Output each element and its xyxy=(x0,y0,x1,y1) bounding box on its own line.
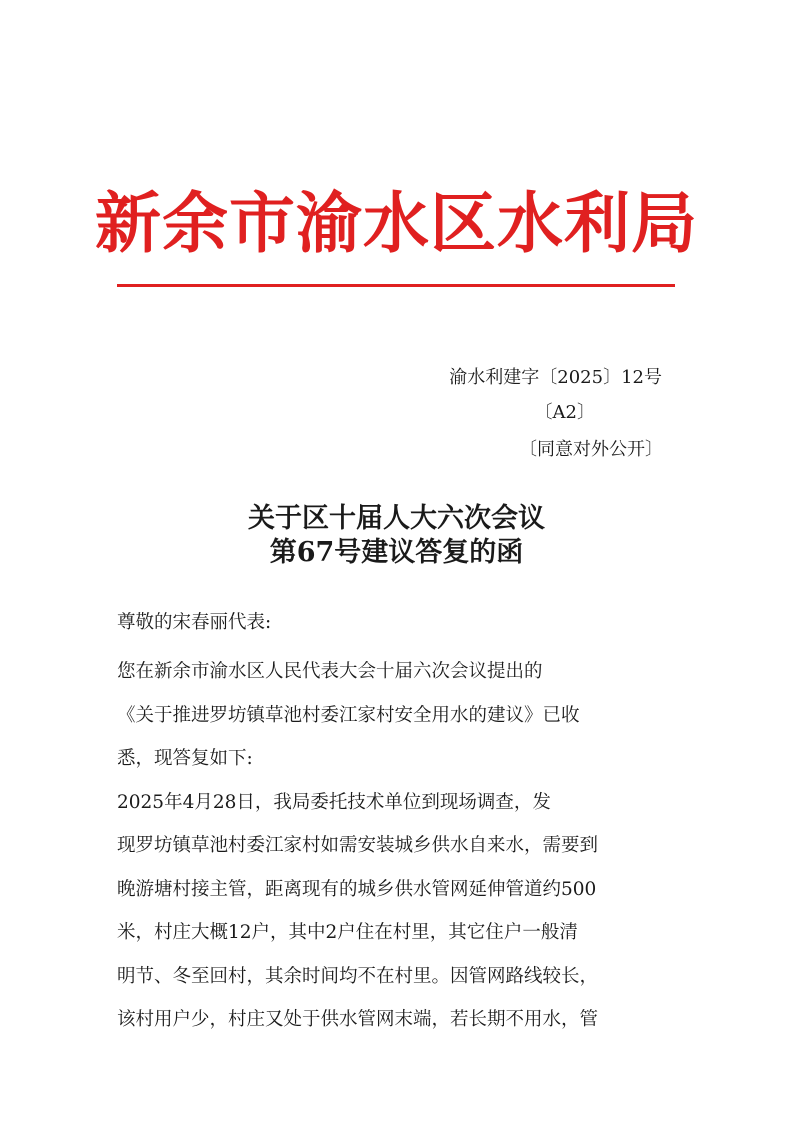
body-line: 现罗坊镇草池村委江家村如需安装城乡供水自来水，需要到 xyxy=(117,835,599,856)
body-line: 该村用户少，村庄又处于供水管网末端，若长期不用水，管 xyxy=(117,1009,599,1030)
body-line: 晚游塘村接主管，距离现有的城乡供水管网延伸管道约500 xyxy=(117,879,597,900)
body-line: 2025年4月28日，我局委托技术单位到现场调查，发 xyxy=(117,792,551,813)
disclosure-status: 〔同意对外公开〕 xyxy=(519,439,663,460)
document-title-line-2: 第67号建议答复的函 xyxy=(269,537,524,568)
body-line: 悉，现答复如下: xyxy=(117,748,253,769)
document-title-line-1: 关于区十届人大六次会议 xyxy=(248,503,545,534)
document-category: 〔A2〕 xyxy=(534,402,595,423)
body-line: 您在新余市渝水区人民代表大会十届六次会议提出的 xyxy=(117,661,543,682)
body-line: 明节、冬至回村，其余时间均不在村里。因管网路线较长， xyxy=(117,966,599,987)
letterhead-red-rule xyxy=(117,284,675,287)
body-line: 米，村庄大概12户，其中2户住在村里，其它住户一般清 xyxy=(117,922,578,943)
letterhead-title: 新余市渝水区水利局 xyxy=(95,184,698,262)
salutation: 尊敬的宋春丽代表: xyxy=(117,612,272,633)
body-line: 《关于推进罗坊镇草池村委江家村安全用水的建议》已收 xyxy=(117,705,580,726)
document-number: 渝水利建字〔2025〕12号 xyxy=(449,367,662,388)
